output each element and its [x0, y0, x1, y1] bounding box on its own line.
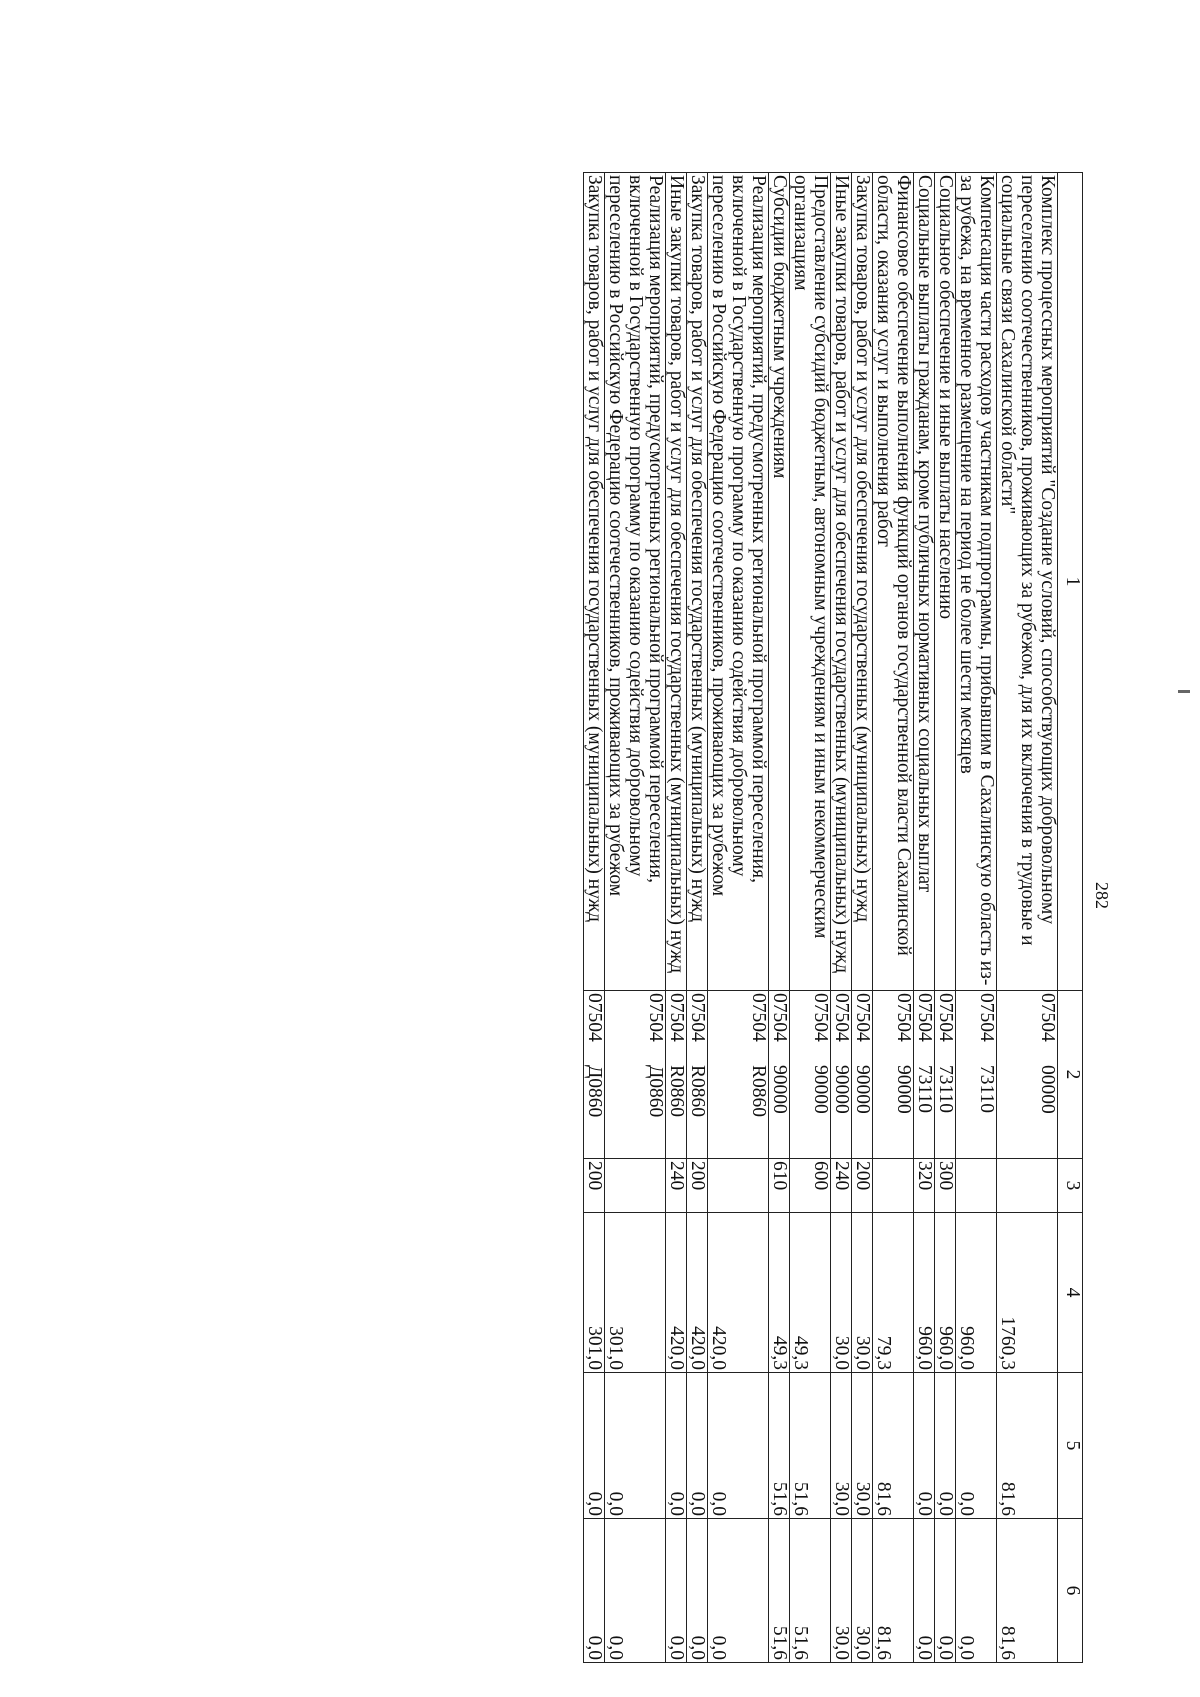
row-type: 320 — [914, 1159, 935, 1213]
code-section: 07504 — [935, 993, 956, 1042]
header-col-3: 3 — [1058, 1159, 1083, 1213]
code-target: 90000 — [769, 1065, 790, 1114]
row-name: Реализация мероприятий, предусмотренных региональной программой переселения, включенной в Государственную программу по оказанию содействия добровольному переселению в Российскую Федерацию соотечественников, проживающих за рубежом — [605, 173, 666, 991]
row-type — [873, 1159, 914, 1213]
code-target: 00000 — [1037, 1065, 1058, 1114]
row-value-2023: 30,0 — [831, 1519, 852, 1663]
code-target: R0860 — [687, 1065, 708, 1118]
stray-mark — [1178, 690, 1190, 693]
table-row — [831, 173, 852, 1663]
row-value-2021: 49,3 — [769, 1213, 790, 1373]
budget-table-container — [83, 172, 1083, 1662]
code-section: 07504 — [687, 993, 708, 1042]
row-value-2022: 30,0 — [852, 1373, 873, 1519]
row-value-2021: 301,0 — [605, 1213, 666, 1373]
code-section: 07504 — [584, 993, 605, 1042]
row-name: Компенсация части расходов участникам подпрограммы, прибывшим в Сахалинскую область из-за рубежа, на временное размещение на период не более шести месяцев — [956, 173, 997, 991]
row-type: 200 — [584, 1159, 605, 1213]
row-value-2021: 420,0 — [708, 1213, 769, 1373]
row-value-2022: 0,0 — [687, 1373, 708, 1519]
code-section: 07504 — [666, 993, 687, 1042]
row-type — [605, 1159, 666, 1213]
row-type: 200 — [687, 1159, 708, 1213]
row-value-2023: 0,0 — [605, 1519, 666, 1663]
row-value-2022: 0,0 — [708, 1373, 769, 1519]
table-row — [666, 173, 687, 1663]
row-value-2022: 0,0 — [935, 1373, 956, 1519]
row-value-2021: 960,0 — [956, 1213, 997, 1373]
row-code — [708, 991, 769, 1159]
table-row — [769, 173, 790, 1663]
row-name: Закупка товаров, работ и услуг для обеспечения государственных (муниципальных) нужд — [852, 173, 873, 991]
row-code — [935, 991, 956, 1159]
row-value-2023: 81,6 — [873, 1519, 914, 1663]
code-section: 07504 — [748, 993, 769, 1042]
code-section: 07504 — [914, 993, 935, 1042]
row-code — [873, 991, 914, 1159]
row-name: Закупка товаров, работ и услуг для обеспечения государственных (муниципальных) нужд — [687, 173, 708, 991]
table-row — [935, 173, 956, 1663]
code-target: R0860 — [748, 1065, 769, 1118]
header-row — [1058, 173, 1083, 1663]
row-value-2022: 0,0 — [584, 1373, 605, 1519]
row-code — [790, 991, 831, 1159]
code-target: 73110 — [914, 1065, 935, 1114]
code-section: 07504 — [645, 993, 666, 1042]
row-value-2021: 1760,3 — [997, 1213, 1058, 1373]
table-row — [873, 173, 914, 1663]
table-row — [708, 173, 769, 1663]
code-target: 90000 — [831, 1065, 852, 1114]
row-name: Комплекс процессных мероприятий "Создание условий, способствующих добровольному переселению соотечественников, проживающих за рубежом, для их включения в трудовые и социальные связи Сахалинской области" — [997, 173, 1058, 991]
row-value-2023: 51,6 — [769, 1519, 790, 1663]
row-value-2022: 81,6 — [997, 1373, 1058, 1519]
row-name: Иные закупки товаров, работ и услуг для обеспечения государственных (муниципальных) нужд — [831, 173, 852, 991]
row-type: 240 — [831, 1159, 852, 1213]
row-value-2023: 0,0 — [708, 1519, 769, 1663]
code-target: 90000 — [810, 1065, 831, 1114]
table-row — [790, 173, 831, 1663]
table-row — [852, 173, 873, 1663]
row-value-2022: 0,0 — [666, 1373, 687, 1519]
row-code — [769, 991, 790, 1159]
code-target: 73110 — [935, 1065, 956, 1114]
row-value-2023: 0,0 — [584, 1519, 605, 1663]
header-col-1: 1 — [1058, 173, 1083, 991]
table-row — [914, 173, 935, 1663]
row-type: 240 — [666, 1159, 687, 1213]
row-name: Закупка товаров, работ и услуг для обеспечения государственных (муниципальных) нужд — [584, 173, 605, 991]
row-name: Социальные выплаты гражданам, кроме публичных нормативных социальных выплат — [914, 173, 935, 991]
row-value-2022: 0,0 — [605, 1373, 666, 1519]
row-value-2021: 30,0 — [852, 1213, 873, 1373]
code-section: 07504 — [852, 993, 873, 1042]
table-row — [956, 173, 997, 1663]
page-number: 282 — [1092, 882, 1112, 909]
row-type — [956, 1159, 997, 1213]
row-name: Социальное обеспечение и иные выплаты населению — [935, 173, 956, 991]
row-value-2023: 0,0 — [666, 1519, 687, 1663]
row-value-2023: 0,0 — [956, 1519, 997, 1663]
row-value-2023: 30,0 — [852, 1519, 873, 1663]
table-row — [605, 173, 666, 1663]
row-value-2021: 301,0 — [584, 1213, 605, 1373]
row-type — [997, 1159, 1058, 1213]
row-type: 300 — [935, 1159, 956, 1213]
row-value-2021: 79,3 — [873, 1213, 914, 1373]
row-value-2021: 49,3 — [790, 1213, 831, 1373]
row-value-2023: 0,0 — [914, 1519, 935, 1663]
row-name: Субсидии бюджетным учреждениям — [769, 173, 790, 991]
row-value-2022: 51,6 — [769, 1373, 790, 1519]
row-value-2021: 30,0 — [831, 1213, 852, 1373]
code-section: 07504 — [831, 993, 852, 1042]
row-value-2022: 0,0 — [956, 1373, 997, 1519]
header-col-2: 2 — [1058, 991, 1083, 1159]
code-section: 07504 — [769, 993, 790, 1042]
row-code — [831, 991, 852, 1159]
table-body — [584, 173, 1058, 1663]
code-target: 90000 — [893, 1065, 914, 1114]
row-value-2023: 0,0 — [935, 1519, 956, 1663]
row-value-2021: 420,0 — [666, 1213, 687, 1373]
row-name: Иные закупки товаров, работ и услуг для обеспечения государственных (муниципальных) нужд — [666, 173, 687, 991]
row-code — [584, 991, 605, 1159]
code-section: 07504 — [1037, 993, 1058, 1042]
header-col-5: 5 — [1058, 1373, 1083, 1519]
code-section: 07504 — [893, 993, 914, 1042]
row-value-2021: 960,0 — [914, 1213, 935, 1373]
row-name: Реализация мероприятий, предусмотренных региональной программой переселения, включенной в Государственную программу по оказанию содействия добровольному переселению в Российскую Федерацию соотечественников, проживающих за рубежом — [708, 173, 769, 991]
row-code — [914, 991, 935, 1159]
table-row — [584, 173, 605, 1663]
code-target: 90000 — [852, 1065, 873, 1114]
row-type: 200 — [852, 1159, 873, 1213]
row-value-2022: 0,0 — [914, 1373, 935, 1519]
row-code — [687, 991, 708, 1159]
row-type — [708, 1159, 769, 1213]
row-value-2023: 81,6 — [997, 1519, 1058, 1663]
row-type: 610 — [769, 1159, 790, 1213]
row-value-2023: 0,0 — [687, 1519, 708, 1663]
code-target: R0860 — [666, 1065, 687, 1118]
code-target: 73110 — [976, 1065, 997, 1114]
row-value-2022: 81,6 — [873, 1373, 914, 1519]
row-value-2022: 51,6 — [790, 1373, 831, 1519]
code-section: 07504 — [976, 993, 997, 1042]
header-col-4: 4 — [1058, 1213, 1083, 1373]
row-code — [956, 991, 997, 1159]
row-code — [997, 991, 1058, 1159]
code-target: Д0860 — [645, 1065, 666, 1118]
row-type: 600 — [790, 1159, 831, 1213]
row-value-2022: 30,0 — [831, 1373, 852, 1519]
code-section: 07504 — [810, 993, 831, 1042]
row-code — [852, 991, 873, 1159]
table-row — [997, 173, 1058, 1663]
budget-table — [583, 172, 1083, 1663]
row-code — [666, 991, 687, 1159]
table-row — [687, 173, 708, 1663]
row-name: Предоставление субсидий бюджетным, автономным учреждениям и иным некоммерческим организациям — [790, 173, 831, 991]
header-col-6: 6 — [1058, 1519, 1083, 1663]
row-value-2023: 51,6 — [790, 1519, 831, 1663]
row-value-2021: 420,0 — [687, 1213, 708, 1373]
row-code — [605, 991, 666, 1159]
row-value-2021: 960,0 — [935, 1213, 956, 1373]
code-target: Д0860 — [584, 1065, 605, 1118]
row-name: Финансовое обеспечение выполнения функций органов государственной власти Сахалинской области, оказания услуг и выполнения работ — [873, 173, 914, 991]
